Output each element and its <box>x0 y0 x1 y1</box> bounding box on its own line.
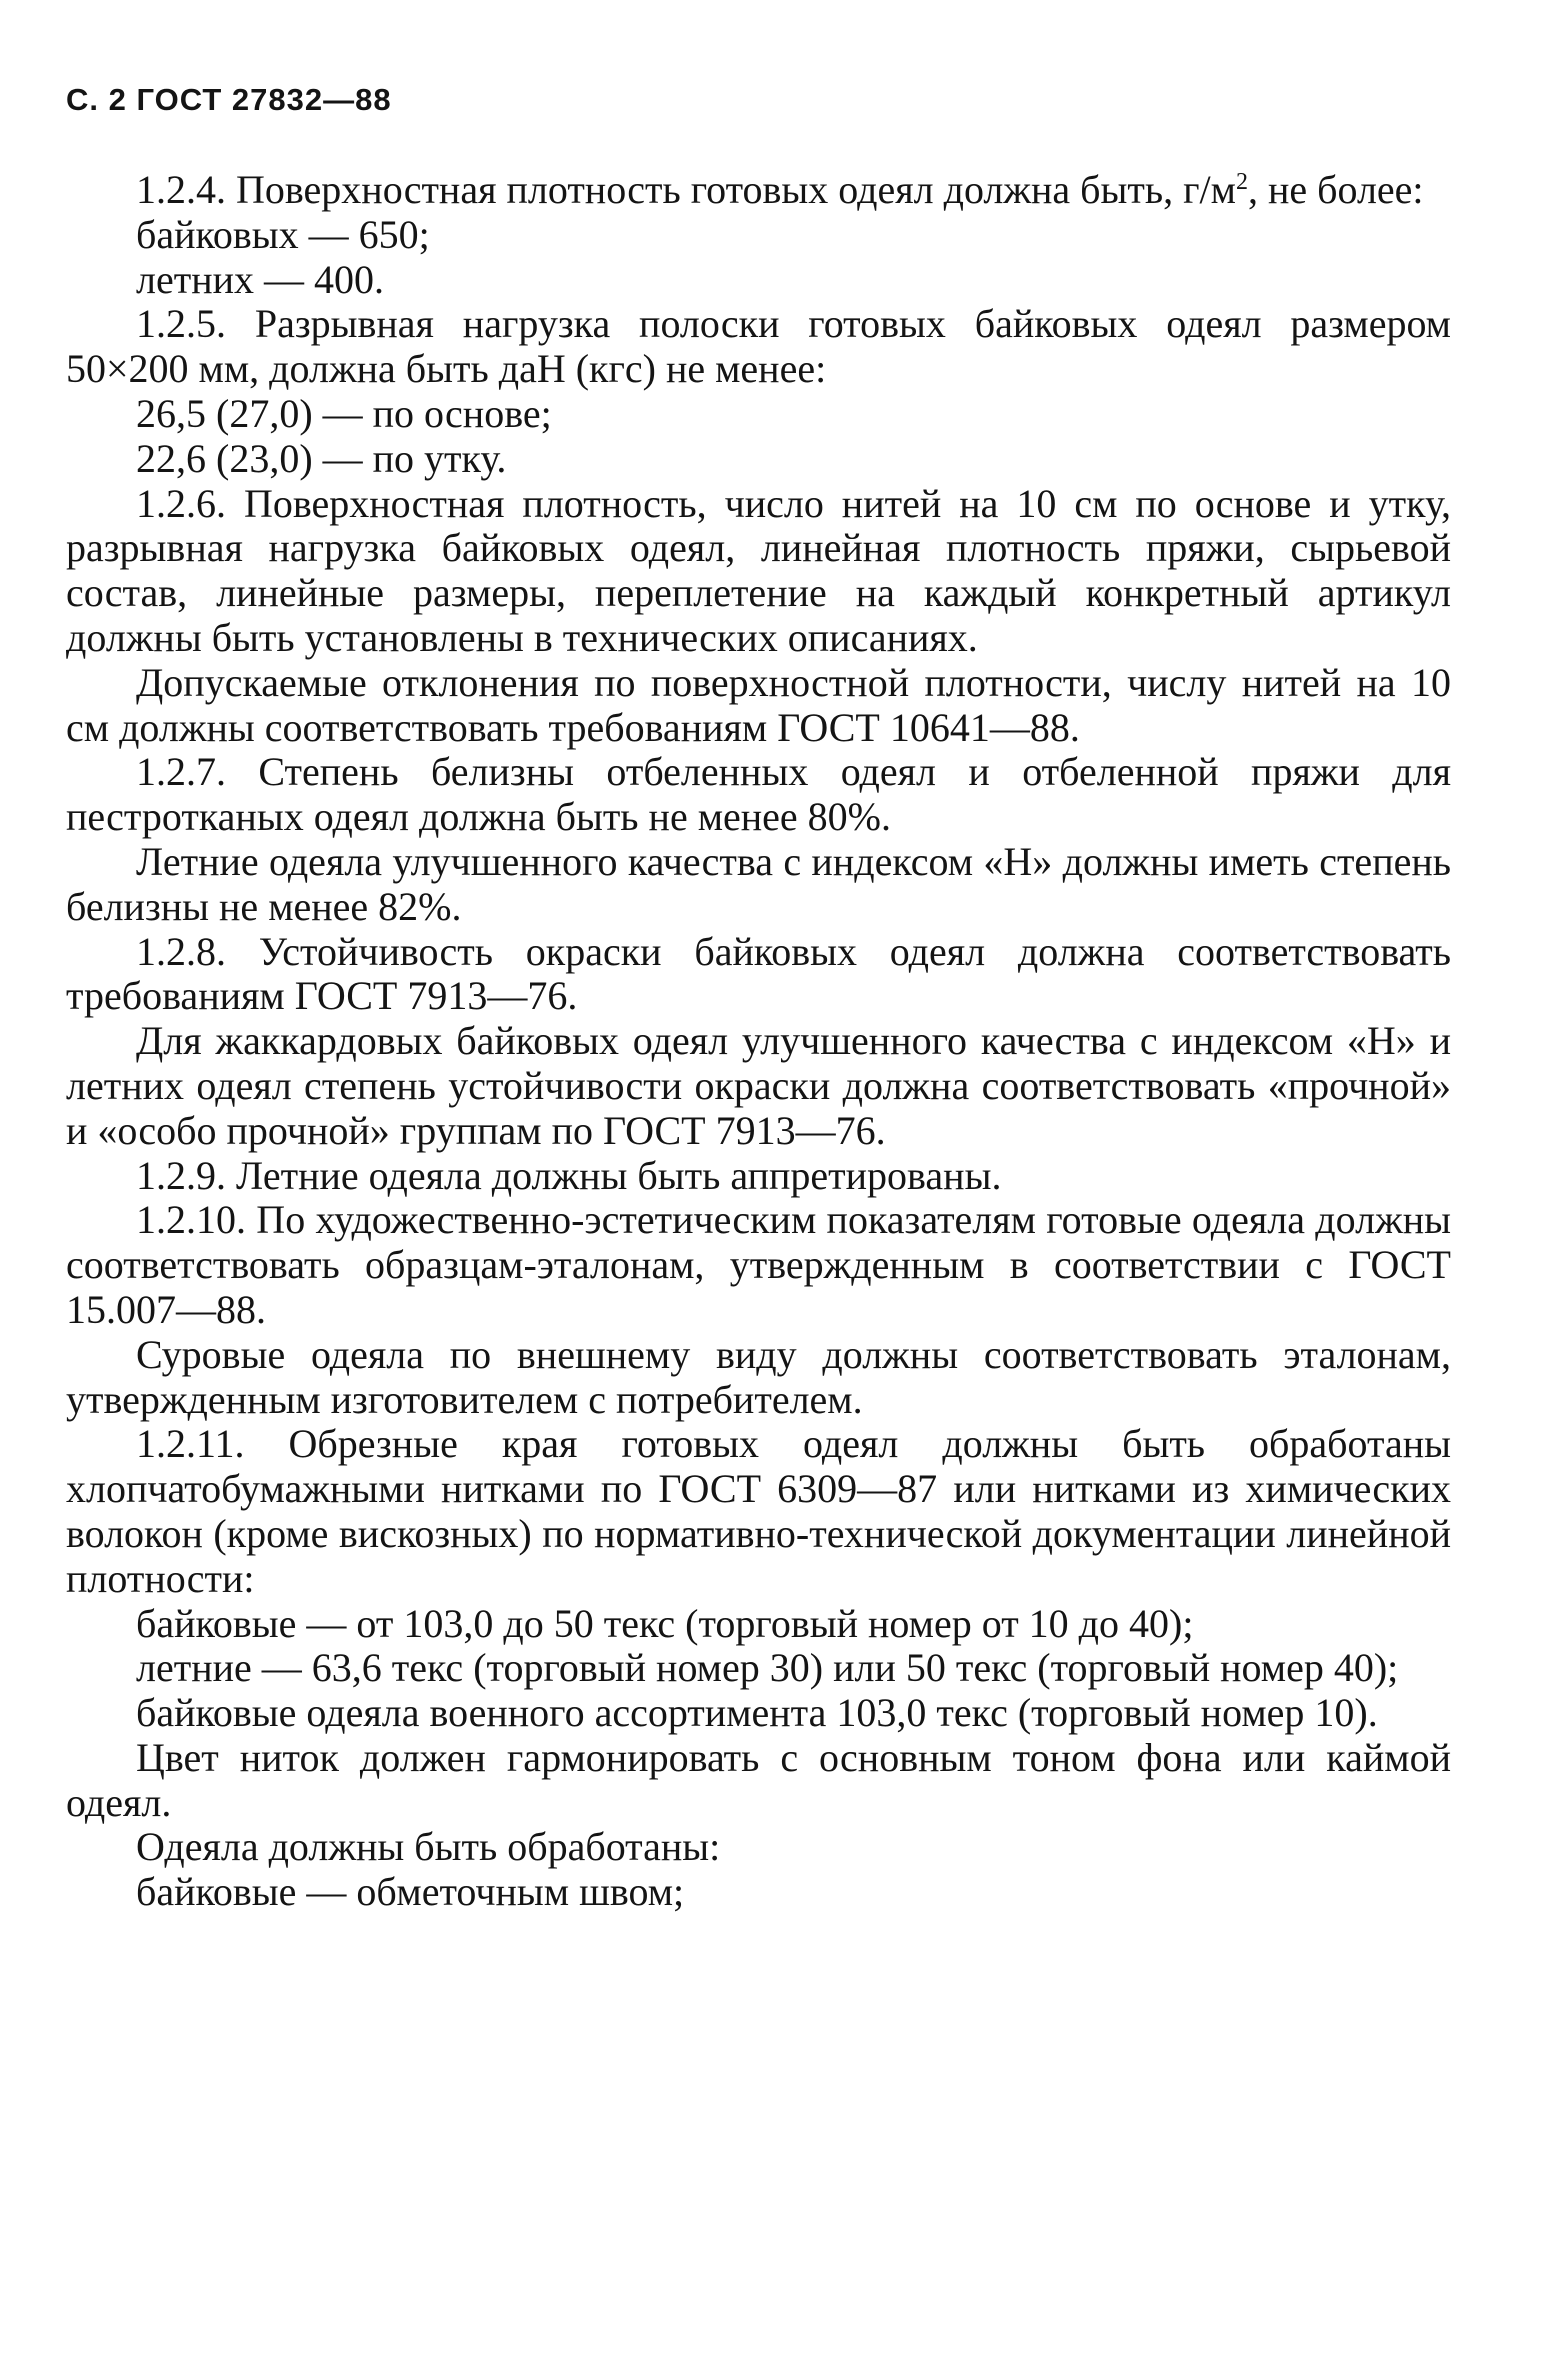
list-item: 26,5 (27,0) — по основе; <box>136 390 552 436</box>
paragraph-1-2-10: 1.2.10. По художественно-эстетическим показателям готовые одеяла должны соответствовать образцам-эталонам, утвержденным в соответствии с ГОСТ 15.007—88. <box>66 1197 1451 1332</box>
page-header: С. 2 ГОСТ 27832—88 <box>66 82 392 117</box>
paragraph: Суровые одеяла по внешнему виду должны соответствовать эталонам, утвержденным изготовителем с потребителем. <box>66 1331 1451 1422</box>
list-item: летних — 400. <box>136 256 385 302</box>
paragraph: Одеяла должны быть обработаны: <box>136 1824 721 1870</box>
paragraph: Цвет ниток должен гармонировать с основным тоном фона или каймой одеял. <box>66 1734 1451 1825</box>
paragraph-1-2-6: 1.2.6. Поверхностная плотность, число нитей на 10 см по основе и утку, разрывная нагрузка байковых одеял, линейная плотность пряжи, сырьевой состав, линейные размеры, переплетение на каждый конкретный артикул должны быть установлены в технических описаниях. <box>66 480 1451 660</box>
list-item: байковые — от 103,0 до 50 текс (торговый номер от 10 до 40); <box>136 1600 1194 1646</box>
list-item: 22,6 (23,0) — по утку. <box>136 435 507 481</box>
paragraph-1-2-8: 1.2.8. Устойчивость окраски байковых одеял должна соответствовать требованиям ГОСТ 7913—76. <box>66 928 1451 1019</box>
list-item: байковые — обметочным швом; <box>136 1869 685 1915</box>
document-body <box>66 168 1451 1915</box>
superscript: 2 <box>1235 169 1248 195</box>
list-item: летние — 63,6 текс (торговый номер 30) или 50 текс (торговый номер 40); <box>136 1645 1399 1691</box>
paragraph-1-2-9: 1.2.9. Летние одеяла должны быть аппретированы. <box>136 1152 1002 1198</box>
paragraph: Летние одеяла улучшенного качества с индексом «Н» должны иметь степень белизны не менее 82%. <box>66 838 1451 929</box>
paragraph: Для жаккардовых байковых одеял улучшенного качества с индексом «Н» и летних одеял степень устойчивости окраски должна соответствовать «прочной» и «особо прочной» группам по ГОСТ 7913—76. <box>66 1018 1451 1153</box>
list-item: байковые одеяла военного ассортимента 103,0 текс (торговый номер 10). <box>136 1690 1378 1736</box>
paragraph-1-2-4 <box>66 168 1451 213</box>
list-item: байковых — 650; <box>136 211 430 257</box>
paragraph-text: 1.2.4. Поверхностная плотность готовых одеял должна быть, г/м <box>136 167 1236 212</box>
paragraph: Допускаемые отклонения по поверхностной плотности, числу нитей на 10 см должны соответствовать требованиям ГОСТ 10641—88. <box>66 659 1451 750</box>
paragraph-1-2-7: 1.2.7. Степень белизны отбеленных одеял и отбеленной пряжи для пестротканых одеял должна быть не менее 80%. <box>66 749 1451 840</box>
paragraph-1-2-5: 1.2.5. Разрывная нагрузка полоски готовых байковых одеял размером 50×200 мм, должна быть даН (кгс) не менее: <box>66 301 1451 392</box>
paragraph-1-2-11: 1.2.11. Обрезные края готовых одеял должны быть обработаны хлопчатобумажными нитками по ГОСТ 6309—87 или нитками из химических волокон (кроме вискозных) по нормативно-технической документации линейной плотности: <box>66 1421 1451 1601</box>
paragraph-text: , не более: <box>1247 167 1424 212</box>
